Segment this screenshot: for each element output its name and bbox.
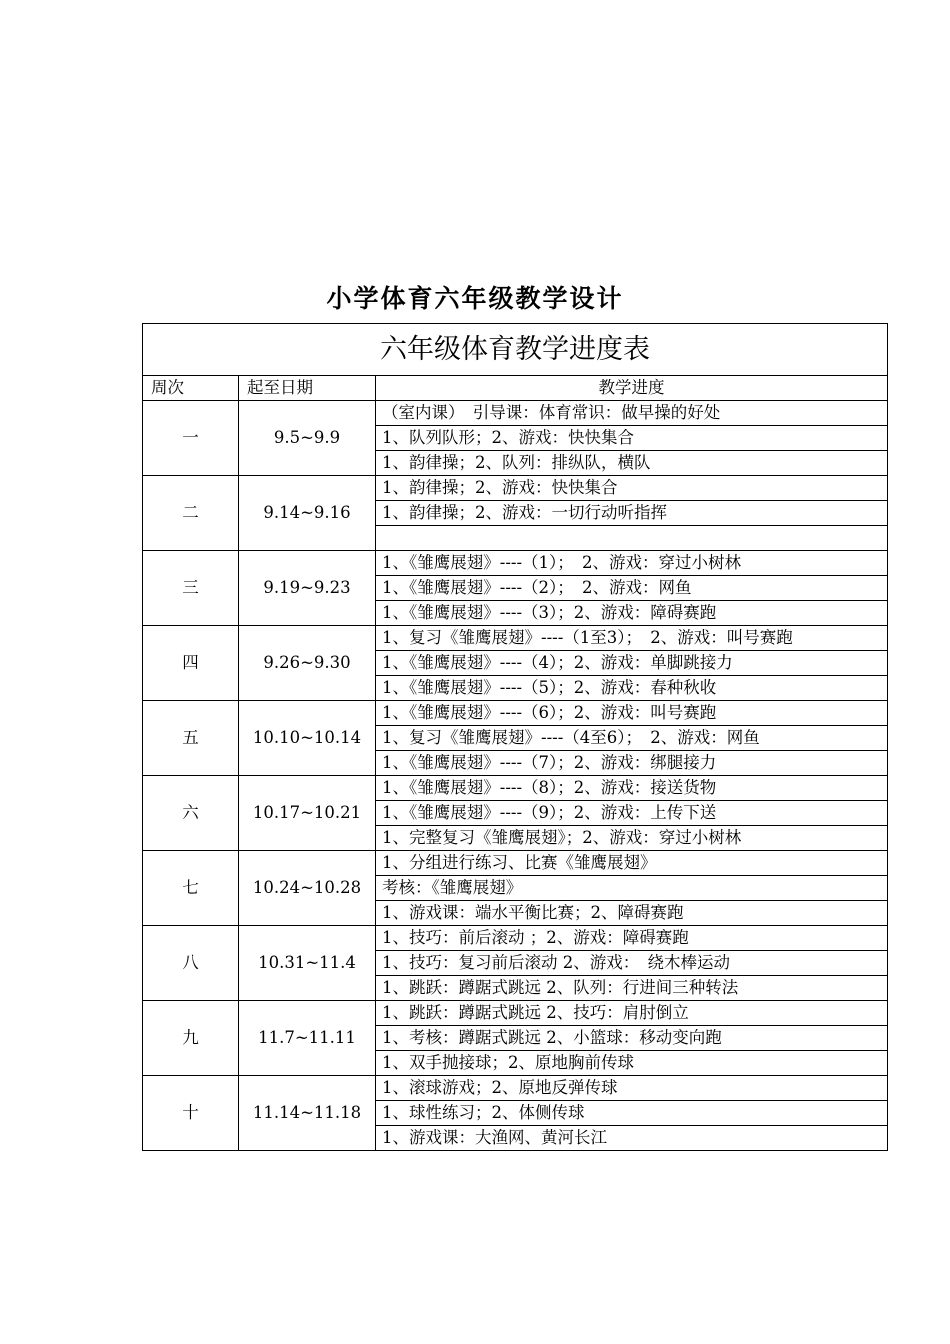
dates-cell: 10.31~11.4: [239, 925, 376, 1000]
week-cell: 六: [143, 775, 239, 850]
header-dates: 起至日期: [239, 376, 376, 401]
week-cell: 四: [143, 625, 239, 700]
lesson-cell: 1、《雏鹰展翅》----（5）；2、游戏：春种秋收: [376, 675, 888, 700]
lesson-cell: 1、韵律操；2、游戏：一切行动听指挥: [376, 501, 888, 526]
lesson-cell: 1、分组进行练习、比赛《雏鹰展翅》: [376, 850, 888, 875]
table-row: [143, 700, 888, 725]
table-row: [143, 1000, 888, 1025]
table-row: [143, 850, 888, 875]
lesson-cell: 1、《雏鹰展翅》----（6）；2、游戏：叫号赛跑: [376, 700, 888, 725]
lesson-cell: 1、《雏鹰展翅》----（2）； 2、游戏：网鱼: [376, 575, 888, 600]
dates-cell: 9.19~9.23: [239, 550, 376, 625]
header-progress: 教学进度: [376, 376, 888, 401]
dates-cell: 10.17~10.21: [239, 775, 376, 850]
lesson-cell: 1、《雏鹰展翅》----（7）；2、游戏：绑腿接力: [376, 750, 888, 775]
dates-cell: 11.14~11.18: [239, 1075, 376, 1150]
table-row: [143, 550, 888, 575]
lesson-cell: 1、跳跃：蹲踞式跳远 2、队列：行进间三种转法: [376, 975, 888, 1000]
lesson-cell: （室内课） 引导课：体育常识：做早操的好处: [376, 401, 888, 426]
lesson-cell: 1、韵律操；2、游戏：快快集合: [376, 476, 888, 501]
table-row: [143, 625, 888, 650]
lesson-cell: 1、《雏鹰展翅》----（4）；2、游戏：单脚跳接力: [376, 650, 888, 675]
dates-cell: 10.10~10.14: [239, 700, 376, 775]
week-cell: 七: [143, 850, 239, 925]
lesson-cell: 1、滚球游戏；2、原地反弹传球: [376, 1075, 888, 1100]
week-cell: 九: [143, 1000, 239, 1075]
table-row: [143, 476, 888, 501]
lesson-cell: 1、复习《雏鹰展翅》----（1至3）； 2、游戏：叫号赛跑: [376, 625, 888, 650]
dates-cell: 9.26~9.30: [239, 625, 376, 700]
week-cell: 三: [143, 550, 239, 625]
week-cell: 十: [143, 1075, 239, 1150]
lesson-cell: 1、技巧：复习前后滚动 2、游戏： 绕木棒运动: [376, 950, 888, 975]
lesson-cell: 1、《雏鹰展翅》----（8）；2、游戏：接送货物: [376, 775, 888, 800]
lesson-cell: 1、考核：蹲踞式跳远 2、小篮球：移动变向跑: [376, 1025, 888, 1050]
lesson-cell: 1、韵律操；2、队列：排纵队，横队: [376, 451, 888, 476]
lesson-cell: 1、完整复习《雏鹰展翅》；2、游戏：穿过小树林: [376, 825, 888, 850]
table-row: [143, 775, 888, 800]
table-row: [143, 925, 888, 950]
dates-cell: 9.14~9.16: [239, 476, 376, 551]
table-title: 六年级体育教学进度表: [143, 324, 888, 376]
lesson-cell: 1、《雏鹰展翅》----（3）；2、游戏：障碍赛跑: [376, 600, 888, 625]
teaching-schedule-table: [142, 323, 888, 1151]
week-cell: 五: [143, 700, 239, 775]
lesson-cell: 考核：《雏鹰展翅》: [376, 875, 888, 900]
lesson-cell: 1、《雏鹰展翅》----（1）； 2、游戏：穿过小树林: [376, 550, 888, 575]
lesson-cell: 1、复习《雏鹰展翅》----（4至6）； 2、游戏：网鱼: [376, 725, 888, 750]
table-row: [143, 1075, 888, 1100]
lesson-cell: 1、《雏鹰展翅》----（9）；2、游戏：上传下送: [376, 800, 888, 825]
document-title: 小学体育六年级教学设计: [326, 284, 624, 313]
lesson-cell: 1、技巧：前后滚动 ；2、游戏：障碍赛跑: [376, 925, 888, 950]
table-row: [143, 401, 888, 426]
dates-cell: 9.5~9.9: [239, 401, 376, 476]
lesson-cell: 1、球性练习；2、体侧传球: [376, 1100, 888, 1125]
dates-cell: 10.24~10.28: [239, 850, 376, 925]
table-title-row: [143, 324, 888, 376]
lesson-cell: [376, 526, 888, 551]
lesson-cell: 1、队列队形；2、游戏：快快集合: [376, 426, 888, 451]
table-header-row: [143, 376, 888, 401]
lesson-cell: 1、双手抛接球；2、原地胸前传球: [376, 1050, 888, 1075]
week-cell: 二: [143, 476, 239, 551]
week-cell: 一: [143, 401, 239, 476]
lesson-cell: 1、游戏课：端水平衡比赛；2、障碍赛跑: [376, 900, 888, 925]
lesson-cell: 1、跳跃：蹲踞式跳远 2、技巧：肩肘倒立: [376, 1000, 888, 1025]
week-cell: 八: [143, 925, 239, 1000]
dates-cell: 11.7~11.11: [239, 1000, 376, 1075]
header-week: 周次: [143, 376, 239, 401]
lesson-cell: 1、游戏课：大渔网、黄河长江: [376, 1125, 888, 1150]
